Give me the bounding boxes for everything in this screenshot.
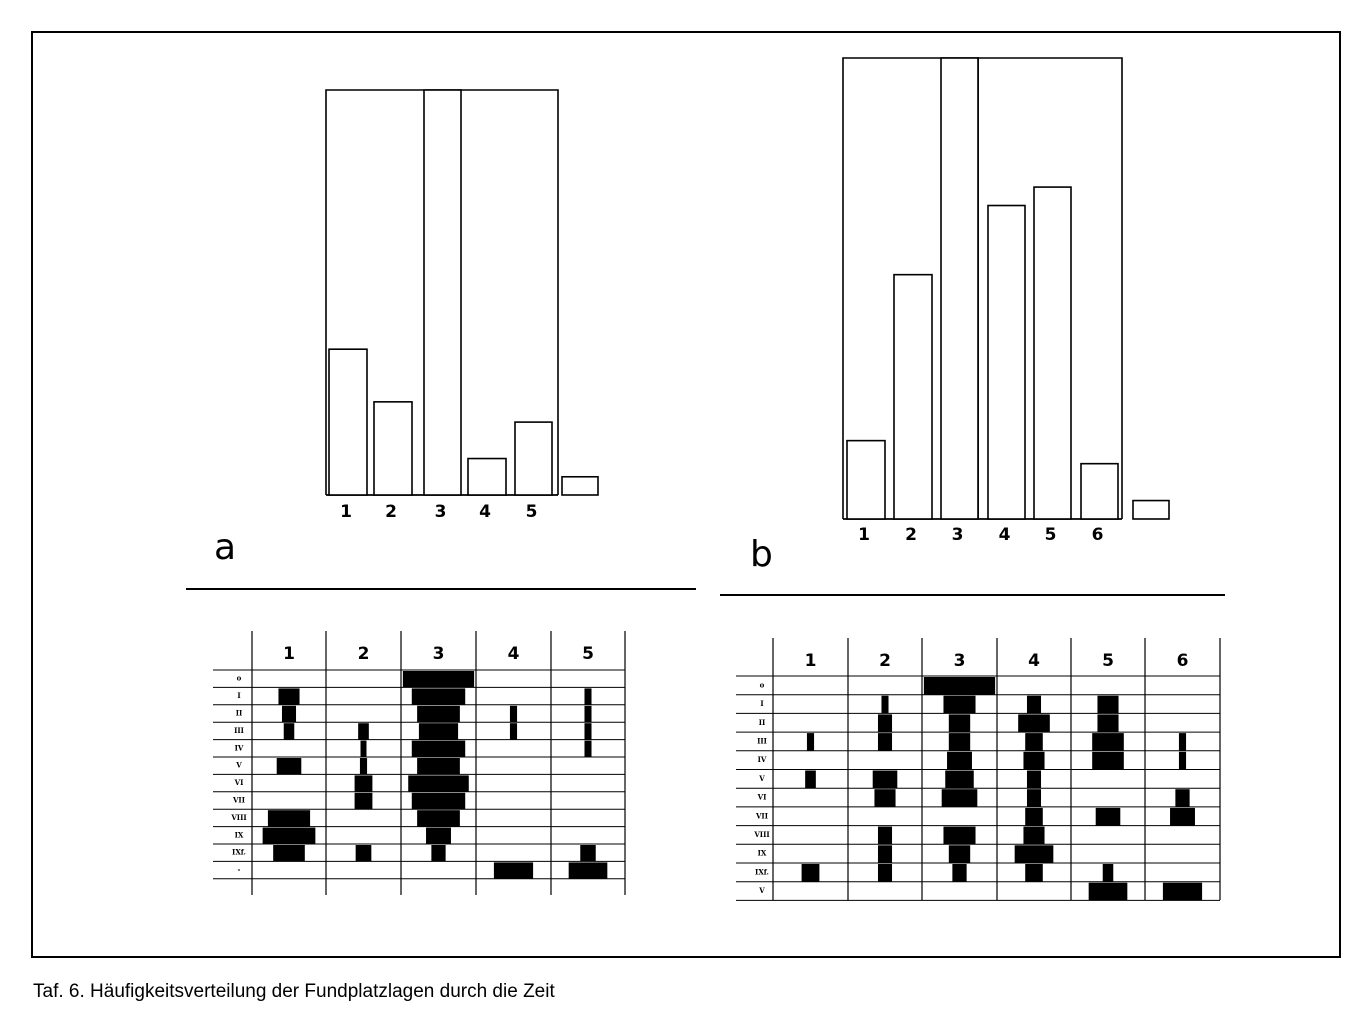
column-header: 2 (357, 644, 370, 664)
occupation-mark (1179, 733, 1186, 751)
occupation-mark (273, 845, 305, 861)
occupation-mark (1027, 696, 1041, 714)
occupation-mark (419, 723, 458, 739)
occupation-mark (431, 845, 445, 861)
occupation-mark (569, 862, 608, 878)
occupation-mark (1092, 733, 1124, 751)
bar-category-label: 1 (340, 502, 352, 522)
bar-category-label: 4 (479, 502, 491, 522)
occupation-mark (584, 688, 591, 704)
occupation-mark (360, 758, 367, 774)
occupation-mark (356, 845, 372, 861)
bar-b-6 (1081, 464, 1118, 519)
occupation-mark (403, 671, 474, 687)
row-label: o (759, 680, 765, 690)
column-header: 2 (879, 651, 891, 671)
occupation-mark (277, 758, 302, 774)
bar-category-label: 4 (998, 525, 1011, 545)
row-label: II (758, 717, 766, 727)
bar-category-label: 1 (858, 525, 870, 545)
bar-category-label: 5 (1044, 525, 1057, 545)
bar-a-4 (468, 459, 506, 495)
occupation-mark (1025, 808, 1043, 826)
bar-category-label: 2 (385, 502, 397, 522)
row-label: IXf. (755, 867, 769, 877)
occupation-mark (1023, 752, 1044, 770)
occupation-mark (1089, 883, 1128, 901)
bar-category-label: 5 (525, 502, 538, 522)
column-header: 1 (283, 644, 295, 664)
column-header: 5 (582, 644, 594, 664)
column-header: 4 (507, 644, 520, 664)
column-header: 5 (1102, 651, 1114, 671)
occupation-mark (278, 688, 299, 704)
occupation-mark (807, 733, 814, 751)
occupation-mark (874, 789, 895, 807)
occupation-mark (878, 864, 892, 882)
occupation-mark (1163, 883, 1202, 901)
occupation-mark (263, 828, 316, 844)
occupation-mark (1015, 845, 1054, 863)
occupation-mark (942, 789, 978, 807)
occupation-mark (361, 741, 367, 757)
occupation-mark (1092, 752, 1124, 770)
occupation-mark (802, 864, 820, 882)
occupation-mark (943, 827, 975, 845)
occupation-mark (1025, 733, 1043, 751)
bar-b-1 (847, 441, 885, 519)
row-label: V (759, 773, 765, 783)
occupation-mark (878, 827, 892, 845)
row-label: V (759, 886, 765, 896)
occupation-mark (1018, 714, 1050, 732)
bar-a-3 (424, 90, 461, 495)
row-label: I (237, 691, 241, 701)
occupation-mark (1096, 808, 1121, 826)
bar-b-unlabeled (1133, 501, 1169, 519)
bar-chart-a (326, 90, 598, 522)
occupation-mark (494, 862, 533, 878)
occupation-mark (417, 706, 460, 722)
bar-a-1 (329, 349, 367, 495)
column-header: 3 (432, 644, 445, 664)
occupation-mark (412, 793, 465, 809)
occupation-mark (1097, 714, 1118, 732)
occupation-mark (924, 677, 995, 695)
row-label: VII (756, 811, 768, 821)
column-header: 3 (953, 651, 966, 671)
bar-b-5 (1034, 187, 1071, 519)
occupation-mark (949, 733, 970, 751)
row-label: VIII (231, 812, 247, 822)
occupation-mark (943, 696, 975, 714)
row-label: III (757, 736, 767, 746)
figure-caption: Taf. 6. Häufigkeitsverteilung der Fundplatzlagen durch die Zeit (33, 981, 555, 1002)
occupation-mark (878, 714, 892, 732)
panel-letter-a: a (214, 527, 237, 568)
occupation-mark (881, 696, 888, 714)
row-label: IV (757, 755, 767, 765)
occupation-mark (1175, 789, 1189, 807)
bar-a-2 (374, 402, 412, 495)
row-label: VI (757, 792, 767, 802)
occupation-mark (949, 845, 970, 863)
occupation-mark (1103, 864, 1114, 882)
bar-a-unlabeled (562, 477, 598, 495)
bar-chart-b (843, 58, 1169, 545)
occupation-mark (1097, 696, 1118, 714)
row-label: VI (234, 778, 244, 788)
bar-category-label: 6 (1091, 525, 1104, 545)
column-header: 1 (804, 651, 817, 671)
column-header: 4 (1028, 651, 1040, 671)
occupation-mark (945, 771, 974, 789)
occupation-mark (268, 810, 310, 826)
row-label: I (760, 699, 764, 709)
occupation-mark (510, 706, 517, 722)
row-label: II (235, 708, 243, 718)
bar-b-4 (988, 206, 1025, 519)
occupation-mark (949, 714, 970, 732)
row-label: IX (234, 830, 244, 840)
occupation-mark (358, 723, 369, 739)
occupation-mark (355, 775, 373, 791)
occupation-mark (878, 733, 892, 751)
occupation-mark (1179, 752, 1186, 770)
occupation-mark (417, 758, 460, 774)
occupation-mark (1025, 864, 1043, 882)
row-label: IX (757, 848, 767, 858)
row-label: VIII (754, 829, 770, 839)
occupation-mark (584, 723, 591, 739)
occupation-mark (355, 793, 373, 809)
row-label: V (236, 760, 242, 770)
occupation-mark (805, 771, 816, 789)
row-label: - (237, 865, 241, 875)
occupation-mark (1027, 789, 1041, 807)
occupation-mark (412, 688, 465, 704)
bar-b-3 (941, 58, 978, 519)
occupation-mark (584, 741, 591, 757)
occupation-mark (426, 828, 451, 844)
bar-category-label: 3 (951, 525, 964, 545)
occupation-mark (952, 864, 966, 882)
row-label: IV (234, 743, 244, 753)
bar-category-label: 3 (434, 502, 447, 522)
column-header: 6 (1176, 651, 1189, 671)
occupation-mark (873, 771, 898, 789)
bar-category-label: 2 (905, 525, 917, 545)
occupation-mark (947, 752, 972, 770)
occupation-grid-b (736, 638, 1220, 900)
occupation-mark (1023, 827, 1044, 845)
bar-a-5 (515, 422, 552, 495)
occupation-mark (584, 706, 591, 722)
row-label: VII (233, 795, 245, 805)
row-label: IXf. (232, 847, 246, 857)
occupation-mark (1027, 771, 1041, 789)
occupation-mark (510, 723, 517, 739)
occupation-mark (408, 775, 469, 791)
occupation-mark (412, 741, 465, 757)
occupation-mark (878, 845, 892, 863)
bar-b-2 (894, 275, 932, 519)
occupation-grid-a (213, 631, 625, 895)
occupation-mark (1170, 808, 1195, 826)
row-label: o (236, 673, 242, 683)
occupation-mark (417, 810, 460, 826)
occupation-mark (282, 706, 296, 722)
occupation-mark (284, 723, 295, 739)
occupation-mark (580, 845, 595, 861)
panel-letter-b: b (750, 534, 773, 575)
row-label: III (234, 725, 244, 735)
